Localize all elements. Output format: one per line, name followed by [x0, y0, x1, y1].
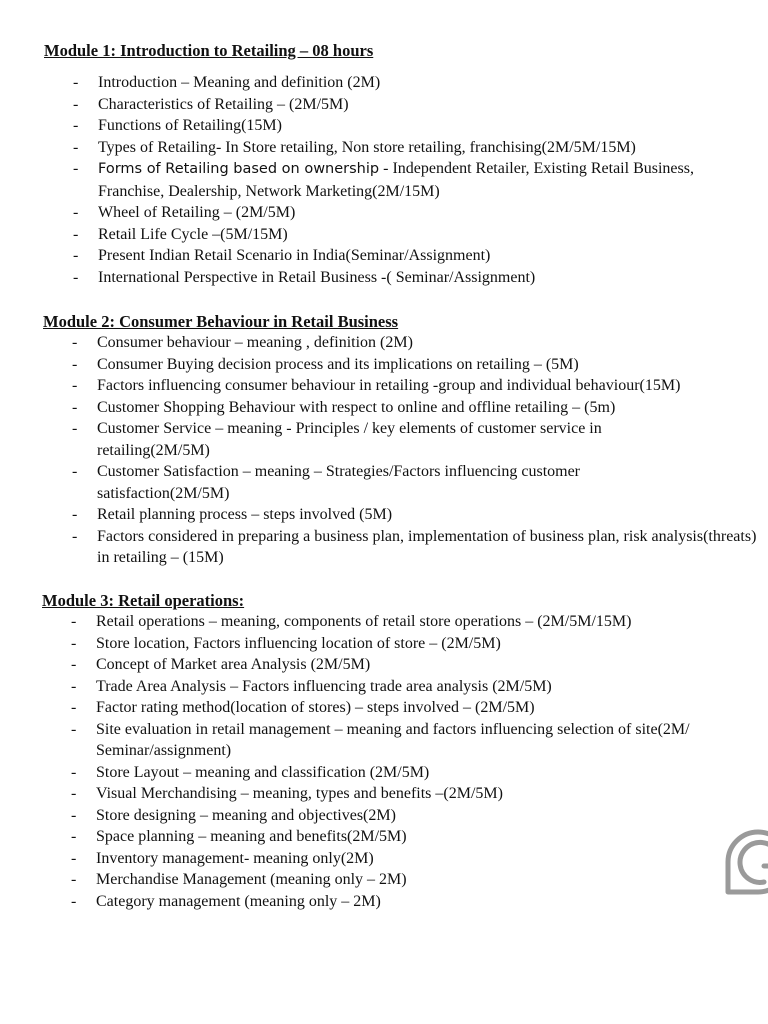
module-2-section	[0, 311, 768, 569]
list-item-text: Store location, Factors influencing location of store – (2M/5M)	[96, 634, 501, 652]
list-item-text: Retail Life Cycle –(5M/15M)	[98, 225, 288, 243]
list-item-text: Customer Shopping Behaviour with respect to online and offline retailing – (5m)	[97, 398, 616, 416]
list-dash: -	[73, 117, 79, 134]
list-item	[0, 826, 768, 848]
list-dash: -	[73, 95, 79, 113]
module-3-heading: Module 3: Retail operations:	[42, 591, 245, 610]
list-item	[0, 202, 768, 224]
list-item-text: Functions of Retailing(15M)	[98, 117, 282, 134]
list-item	[0, 676, 768, 698]
list-item	[0, 115, 768, 137]
list-item	[0, 137, 768, 159]
list-item-text: Retail planning process – steps involved (5M)	[97, 506, 393, 523]
list-dash: -	[71, 892, 77, 910]
list-item	[0, 848, 768, 870]
list-item-text: Customer Satisfaction – meaning – Strategies/Factors influencing customer satisfaction(2M/5M)	[97, 463, 581, 502]
list-item-text: Factor rating method(location of stores) – steps involved – (2M/5M)	[96, 699, 535, 716]
list-dash: -	[73, 74, 79, 91]
list-dash: -	[73, 204, 79, 221]
list-dash: -	[72, 420, 78, 437]
list-item	[0, 245, 768, 267]
list-item	[0, 891, 768, 913]
module-3-section	[0, 590, 768, 912]
list-dash: -	[73, 160, 79, 177]
list-item-text: Merchandise Management (meaning only – 2M)	[96, 871, 407, 888]
list-item-text: Consumer Buying decision process and its implications on retailing – (5M)	[97, 355, 579, 373]
list-item-text: Space planning – meaning and benefits(2M/5M)	[96, 828, 407, 845]
list-item	[0, 869, 768, 891]
list-item	[0, 332, 768, 354]
list-item-text	[98, 158, 758, 202]
list-item	[0, 805, 768, 827]
list-item-text: Types of Retailing- In Store retailing, Non store retailing, franchising(2M/5M/15M)	[98, 138, 636, 156]
list-item-text: Introduction – Meaning and definition (2M)	[98, 74, 381, 91]
list-item-text: Category management (meaning only – 2M)	[96, 892, 381, 910]
list-dash: -	[73, 247, 79, 264]
list-item	[0, 783, 768, 805]
module-1-list	[0, 72, 768, 288]
list-item	[0, 719, 768, 762]
module-1-section	[0, 40, 768, 288]
list-item	[0, 697, 768, 719]
list-dash: -	[71, 720, 77, 738]
list-item	[0, 397, 768, 419]
list-item	[0, 375, 768, 397]
list-item	[0, 633, 768, 655]
list-item-text: Concept of Market area Analysis (2M/5M)	[96, 656, 371, 673]
list-dash: -	[73, 225, 79, 243]
list-item-text-part1: Forms of Retailing based on ownership	[98, 161, 380, 177]
list-item-text: Factors considered in preparing a business plan, implementation of business plan, risk analysis(threats) in retailing – (15M)	[97, 527, 757, 566]
module-3-list	[0, 611, 768, 912]
list-dash: -	[71, 656, 77, 673]
list-dash: -	[72, 506, 78, 523]
list-item-text: Consumer behaviour – meaning , definition (2M)	[97, 334, 413, 351]
list-item-text: Inventory management- meaning only(2M)	[96, 849, 374, 867]
list-item-text: Store Layout – meaning and classification (2M/5M)	[96, 763, 430, 781]
list-dash: -	[72, 463, 78, 480]
list-dash: -	[71, 763, 77, 781]
list-dash: -	[72, 398, 78, 416]
list-item	[0, 158, 768, 202]
list-dash: -	[71, 806, 77, 824]
list-dash: -	[73, 138, 79, 156]
list-item-text: Factors influencing consumer behaviour in retailing -group and individual behaviour(15M)	[97, 377, 681, 394]
list-dash: -	[72, 527, 78, 545]
list-dash: -	[72, 377, 78, 394]
list-item-text: Trade Area Analysis – Factors influencing trade area analysis (2M/5M)	[96, 677, 552, 695]
list-item	[0, 526, 768, 569]
list-item	[0, 72, 768, 94]
list-dash: -	[71, 828, 77, 845]
list-dash: -	[72, 355, 78, 373]
list-dash: -	[71, 634, 77, 652]
list-dash: -	[71, 849, 77, 867]
list-item-text: Visual Merchandising – meaning, types and benefits –(2M/5M)	[96, 785, 503, 802]
list-item	[0, 762, 768, 784]
list-dash: -	[71, 677, 77, 695]
list-item	[0, 354, 768, 376]
list-dash: -	[71, 613, 77, 630]
module-1-heading: Module 1: Introduction to Retailing – 08 hours	[44, 41, 374, 60]
list-item-text: International Perspective in Retail Business -( Seminar/Assignment)	[98, 268, 536, 286]
list-dash: -	[71, 785, 77, 802]
list-dash: -	[71, 871, 77, 888]
list-item	[0, 267, 768, 289]
list-item	[0, 504, 768, 526]
list-item	[0, 418, 768, 461]
list-item	[0, 654, 768, 676]
list-dash: -	[73, 268, 79, 286]
list-dash: -	[71, 699, 77, 716]
module-2-list	[0, 332, 768, 569]
list-item	[0, 461, 768, 504]
list-dash: -	[72, 334, 78, 351]
list-item	[0, 94, 768, 116]
list-item-text: Retail operations – meaning, components of retail store operations – (2M/5M/15M)	[96, 613, 632, 630]
list-item-text: Customer Service – meaning - Principles / key elements of customer service in retailing(2M/5M)	[97, 420, 602, 459]
list-item-text: Store designing – meaning and objectives(2M)	[96, 806, 396, 824]
list-item	[0, 224, 768, 246]
list-item	[0, 611, 768, 633]
list-item-text: Characteristics of Retailing – (2M/5M)	[98, 95, 349, 113]
list-item-text-part2: - Independent Retailer, Existing Retail Business, Franchise, Dealership, Network Marketing(2M/15M)	[98, 160, 694, 200]
list-item-text: Site evaluation in retail management – meaning and factors influencing selection of site(2M/ Seminar/assignment)	[96, 720, 690, 759]
g-logo-icon	[724, 826, 768, 896]
list-item-text: Present Indian Retail Scenario in India(Seminar/Assignment)	[98, 247, 491, 264]
module-2-heading: Module 2: Consumer Behaviour in Retail Business	[43, 312, 399, 331]
list-item-text: Wheel of Retailing – (2M/5M)	[98, 204, 296, 221]
